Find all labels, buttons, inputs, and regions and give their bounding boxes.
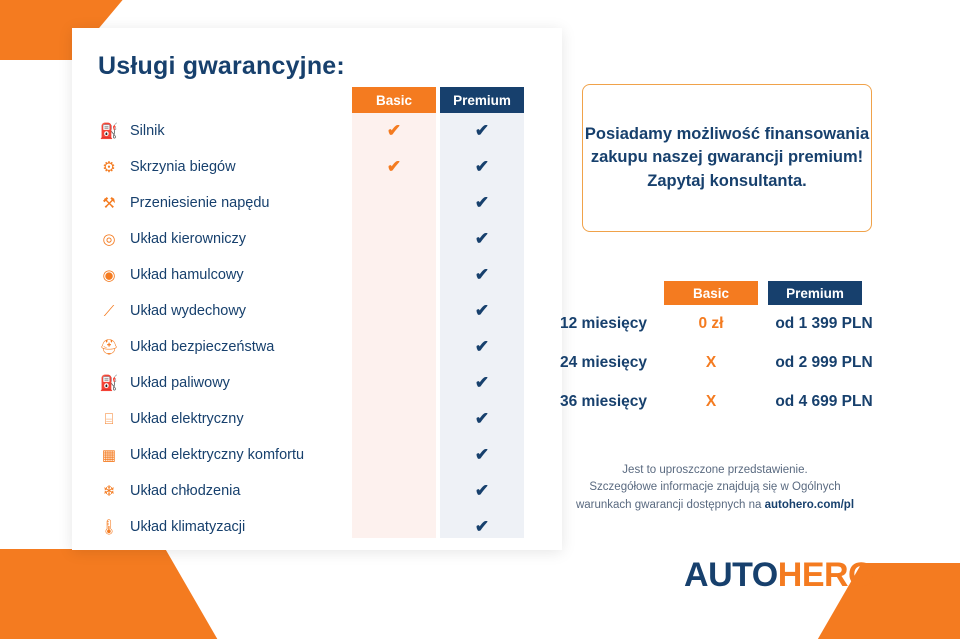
pricing-row	[560, 344, 880, 382]
feature-label: Układ klimatyzacji	[130, 519, 246, 535]
footnote-line-1: Jest to uproszczone przedstawienie.	[622, 464, 808, 476]
feature-premium-mark: ✔	[474, 373, 490, 392]
feature-basic-mark: ✔	[386, 157, 402, 176]
table-row	[72, 257, 562, 293]
cooling-icon: ❄	[102, 482, 116, 500]
drivetrain-icon: ⚒	[102, 194, 116, 212]
table-row	[72, 401, 562, 437]
footnote-line-3	[556, 497, 874, 514]
table-row	[72, 365, 562, 401]
feature-premium-mark: ✔	[474, 337, 490, 356]
decor-stripe-bottom-left-orange	[0, 549, 235, 639]
steering-icon: ◎	[102, 230, 116, 248]
feature-premium-mark: ✔	[474, 229, 490, 248]
safety-icon: ⛑	[99, 338, 119, 356]
ac-icon: 🌡	[99, 518, 119, 536]
pricing-header-premium: Premium	[768, 281, 862, 305]
pricing-row	[560, 305, 880, 343]
pricing-term: 24 miesięcy	[560, 354, 648, 371]
feature-list	[72, 113, 562, 545]
pricing-premium: od 1 399 PLN	[775, 315, 873, 332]
column-header-basic: Basic	[352, 87, 436, 113]
feature-premium-mark: ✔	[474, 445, 490, 464]
fuel-icon: ⛽	[99, 374, 119, 392]
pricing-premium: od 4 699 PLN	[775, 393, 873, 410]
footnote-link[interactable]: autohero.com/pl	[764, 498, 855, 511]
warranty-services-card	[72, 28, 562, 550]
feature-label: Układ elektryczny komfortu	[130, 447, 305, 463]
feature-premium-mark: ✔	[474, 409, 490, 428]
footnote-line-3-text: warunkach gwarancji dostępnych na	[575, 498, 765, 511]
pricing-term: 36 miesięcy	[560, 393, 648, 410]
pricing-basic: X	[705, 354, 717, 371]
table-row	[72, 185, 562, 221]
table-row	[72, 293, 562, 329]
feature-premium-mark: ✔	[474, 157, 490, 176]
table-row	[72, 329, 562, 365]
table-row	[72, 437, 562, 473]
pricing-header-basic: Basic	[664, 281, 758, 305]
feature-label: Układ kierowniczy	[130, 231, 247, 247]
feature-premium-mark: ✔	[474, 121, 490, 140]
feature-label: Układ chłodzenia	[130, 483, 241, 499]
electrical-icon: ⌸	[104, 410, 114, 428]
table-row	[72, 113, 562, 149]
feature-premium-mark: ✔	[474, 265, 490, 284]
exhaust-icon: ⟋	[103, 302, 115, 320]
logo-hero: HERO	[777, 556, 874, 594]
financing-promo-box	[582, 84, 872, 232]
feature-label: Przeniesienie napędu	[130, 195, 270, 211]
feature-basic-mark: ✔	[386, 121, 402, 140]
feature-label: Skrzynia biegów	[130, 159, 236, 175]
pricing-premium: od 2 999 PLN	[775, 354, 873, 371]
feature-premium-mark: ✔	[474, 481, 490, 500]
column-header-premium: Premium	[440, 87, 524, 113]
feature-label: Układ bezpieczeństwa	[130, 339, 275, 355]
financing-promo-text: Posiadamy możliwość finansowania zakupu naszej gwarancji premium! Zapytaj konsultanta.	[584, 124, 870, 190]
feature-label: Układ paliwowy	[130, 375, 230, 391]
pricing-basic: X	[705, 393, 717, 410]
pricing-basic: 0 zł	[698, 315, 724, 332]
feature-label: Układ wydechowy	[130, 303, 247, 319]
brakes-icon: ◉	[102, 266, 116, 284]
feature-premium-mark: ✔	[474, 301, 490, 320]
feature-premium-mark: ✔	[474, 517, 490, 536]
table-row	[72, 509, 562, 545]
logo-auto: AUTO	[684, 556, 778, 594]
engine-icon: ⛽	[99, 122, 119, 140]
gearbox-icon: ⚙	[102, 158, 116, 176]
table-row	[72, 221, 562, 257]
feature-premium-mark: ✔	[474, 193, 490, 212]
page-title: Usługi gwarancyjne:	[98, 52, 345, 80]
table-row	[72, 473, 562, 509]
feature-label: Układ elektryczny	[130, 411, 244, 427]
pricing-term: 12 miesięcy	[560, 315, 648, 332]
feature-label: Układ hamulcowy	[130, 267, 244, 283]
footnote	[556, 462, 874, 514]
comfort-chip-icon: ▦	[101, 446, 117, 464]
footnote-line-2: Szczegółowe informacje znajdują się w Ogólnych	[589, 481, 841, 494]
autohero-logo	[684, 556, 874, 595]
pricing-row	[560, 383, 880, 421]
feature-label: Silnik	[130, 123, 165, 139]
table-row	[72, 149, 562, 185]
